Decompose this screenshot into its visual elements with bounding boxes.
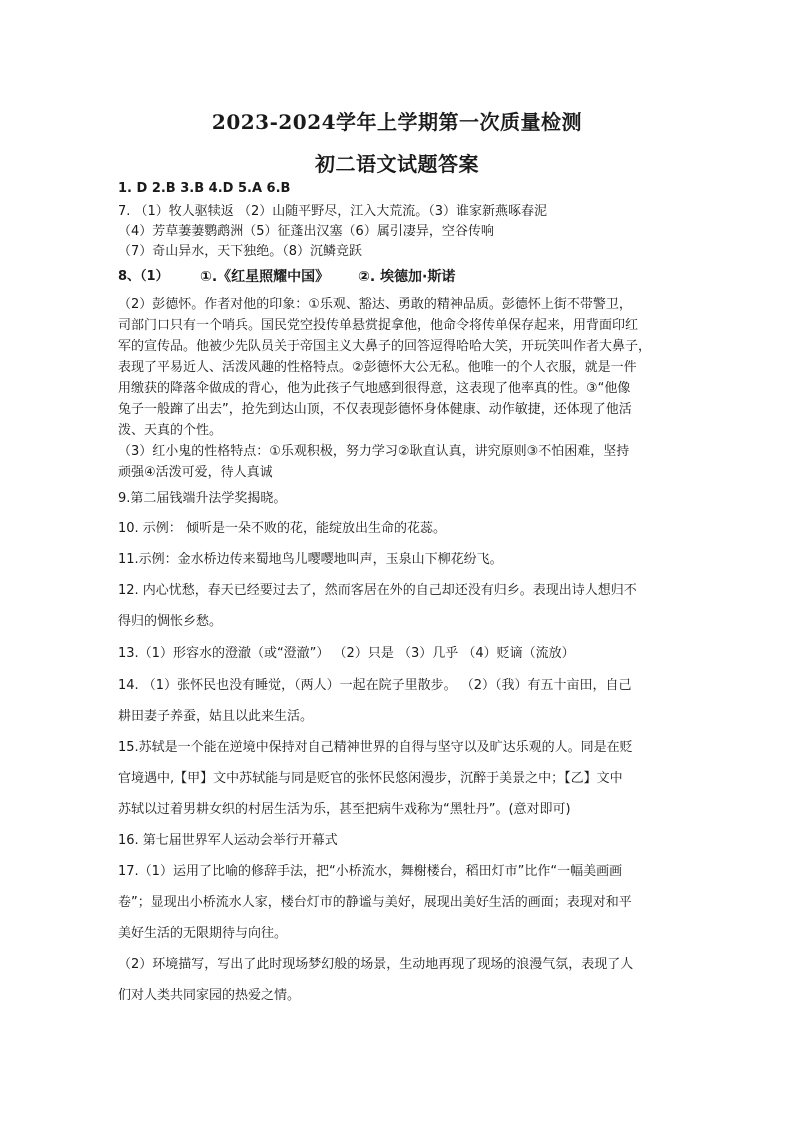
answer-q7-line2: （4）芳草萋萋鹦鹉洲（5）征蓬出汉塞（6）属引凄异，空谷传响 [118,224,494,239]
answer-q8-2-line4: 表现了平易近人、活泼风趣的性格特点。②彭德怀大公无私。他唯一的个人衣服，就是一件 [118,360,637,375]
answer-q8-3-line1: （3）红小鬼的性格特点：①乐观积极，努力学习②耿直认真，讲究原则③不怕困难，坚持 [118,444,630,459]
answer-q17-2-line2: 们对人类共同家园的热爱之情。 [118,988,301,1003]
answer-q13: 13.（1）形容水的澄澈（或“澄澈”） （2）只是 （3）几乎 （4）贬谪（流放） [118,646,575,661]
page-subtitle: 初二语文试题答案 [315,152,479,176]
answer-q10: 10. 示例： 倾听是一朵不败的花，能绽放出生命的花蕊。 [118,521,446,536]
page-title: 2023-2024学年上学期第一次质量检测 [211,110,583,134]
answer-q8-item1: ①.《红星照耀中国》 [200,269,330,285]
answer-q14-line1: 14. （1）张怀民也没有睡觉，（两人）一起在院子里散步。 （2）（我）有五十亩田，自己 [118,678,632,693]
answer-q7-line3: （7）奇山异水，天下独绝。（8）沉鳞竞跃 [118,244,363,259]
answer-q7-line1: 7. （1）牧人驱犊返 （2）山随平野尽，江入大荒流。（3）谁家新燕啄春泥 [118,204,547,219]
answer-q15-line1: 15.苏轼是一个能在逆境中保持对自己精神世界的自得与坚守以及旷达乐观的人。同是在贬 [118,740,633,755]
answer-q15-line3: 苏轼以过着男耕女织的村居生活为乐，甚至把病牛戏称为“黑牡丹”。(意对即可) [118,802,571,817]
answer-q15-line2: 官境遇中,【甲】文中苏轼能与同是贬官的张怀民悠闲漫步，沉醉于美景之中；【乙】文中 [118,771,623,786]
answer-q8-3-line2: 顽强④活泼可爱，待人真诚 [118,465,273,480]
answer-q14-line2: 耕田妻子养蚕，姑且以此来生活。 [118,709,314,724]
answer-q16: 16. 第七届世界军人运动会举行开幕式 [118,833,338,848]
answer-q12-line1: 12. 内心忧愁，春天已经要过去了，然而客居在外的自己却还没有归乡。表现出诗人想归不 [118,583,637,598]
answer-q11: 11.示例：金水桥边传来蜀地鸟儿嘤嘤地叫声，玉泉山下柳花纷飞。 [118,552,503,567]
answer-q8-prefix: 8、（1） [118,269,169,284]
answer-q8-1 [118,267,684,287]
answer-q8-2-line6: 兔子一般蹿了出去”，抢先到达山顶，不仅表现彭德怀身体健康、动作敏捷，还体现了他活 [118,402,632,417]
answer-q17-2-line1: （2）环境描写，写出了此时现场梦幻般的场景，生动地再现了现场的浪漫气氛，表现了人 [118,957,634,972]
answer-q17-line1: 17.（1）运用了比喻的修辞手法，把“小桥流水，舞榭楼台，稻田灯市”比作“一幅美画画 [118,864,623,879]
answer-q17-line2: 卷”；显现出小桥流水人家，楼台灯市的静谧与美好，展现出美好生活的画面；表现对和平 [118,895,632,910]
answer-q12-line2: 得归的惆怅乡愁。 [118,614,223,629]
answer-q1-6: 1. D 2.B 3.B 4.D 5.A 6.B [118,181,291,196]
answer-q8-2-line2: 司部门口只有一个哨兵。国民党空投传单悬赏捉拿他，他命令将传单保存起来，用背面印红 [118,318,639,333]
answer-q8-2-line1: （2）彭德怀。作者对他的印象：①乐观、豁达、勇敢的精神品质。彭德怀上街不带警卫， [118,297,632,312]
answer-q9: 9.第二届钱端升法学奖揭晓。 [118,491,287,506]
answer-q17-line3: 美好生活的无限期待与向往。 [118,926,288,941]
answer-q8-2-line3: 军的宣传品。他被少先队员关于帝国主义大鼻子的回答逗得哈哈大笑，开玩笑叫作者大鼻子， [118,339,652,354]
answer-q8-2-line7: 泼、天真的个性。 [118,423,223,438]
answer-q8-2-line5: 用缴获的降落伞做成的背心，他为此孩子气地感到很得意，这表现了他率真的性。③“他像 [118,381,631,396]
answer-q8-item2: ②. 埃德加·斯诺 [358,269,456,285]
